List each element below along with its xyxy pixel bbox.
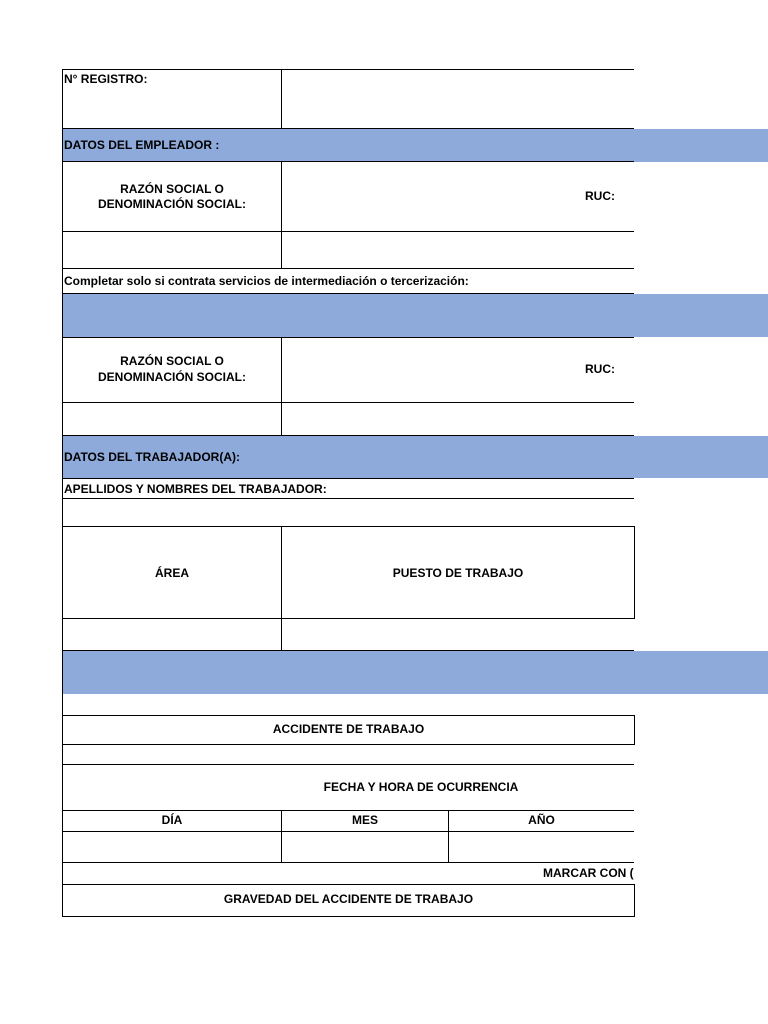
grid-line: [62, 161, 63, 294]
grid-line: [63, 293, 634, 294]
grid-line: [63, 650, 634, 651]
grid-line: [63, 231, 634, 232]
intermediacion-note: Completar solo si contrata servicios de intermediación o tercerización:: [64, 274, 469, 288]
grid-line: [63, 744, 634, 745]
razon-social-2-label-line2: DENOMINACIÓN SOCIAL:: [98, 370, 246, 384]
grid-line: [63, 69, 634, 70]
fecha-hora-label: FECHA Y HORA DE OCURRENCIA: [323, 780, 519, 794]
area-label: ÁREA: [154, 566, 189, 580]
grid-line: [63, 831, 634, 832]
grid-line: [63, 526, 634, 527]
apellidos-label: APELLIDOS Y NOMBRES DEL TRABAJADOR:: [64, 482, 327, 496]
ruc-label: RUC:: [585, 189, 615, 203]
grid-line: [63, 268, 634, 269]
grid-line: [634, 526, 635, 619]
grid-line: [63, 884, 634, 885]
grid-line: [63, 402, 634, 403]
grid-line: [63, 128, 634, 129]
grid-line: [63, 764, 634, 765]
grid-line: [63, 337, 634, 338]
grid-line: [63, 498, 634, 499]
trabajador-header: DATOS DEL TRABAJADOR(A):: [64, 450, 240, 464]
razon-social-2-label-line1: RAZÓN SOCIAL O: [120, 354, 224, 368]
marcar-clip: [0, 864, 634, 884]
dia-label: DÍA: [161, 813, 183, 827]
grid-line: [62, 69, 63, 162]
grid-line: [63, 618, 634, 619]
grid-line: [281, 526, 282, 651]
puesto-label: PUESTO DE TRABAJO: [392, 566, 524, 580]
grid-line: [634, 884, 635, 917]
empleador-header: DATOS DEL EMPLEADOR :: [64, 138, 220, 152]
grid-line: [281, 337, 282, 436]
anio-label: AÑO: [528, 813, 555, 827]
grid-line: [63, 810, 634, 811]
grid-line: [281, 161, 282, 269]
gravedad-label: GRAVEDAD DEL ACCIDENTE DE TRABAJO: [223, 892, 474, 906]
grid-line: [634, 715, 635, 745]
grid-line: [62, 293, 63, 479]
registro-label: N° REGISTRO:: [64, 72, 148, 86]
grid-line: [63, 478, 634, 479]
grid-line: [62, 478, 63, 651]
accidente-label: ACCIDENTE DE TRABAJO: [272, 722, 425, 736]
grid-line: [63, 161, 634, 162]
razon-social-label-line1: RAZÓN SOCIAL O: [120, 182, 224, 196]
grid-line: [281, 69, 282, 129]
mes-label: MES: [351, 813, 378, 827]
marcar-label: MARCAR CON (: [543, 866, 634, 880]
grid-line: [63, 862, 634, 863]
razon-social-label-line2: DENOMINACIÓN SOCIAL:: [98, 197, 246, 211]
grid-line: [63, 435, 634, 436]
ruc-2-label: RUC:: [585, 362, 615, 376]
grid-line: [63, 916, 634, 917]
grid-line: [63, 715, 634, 716]
